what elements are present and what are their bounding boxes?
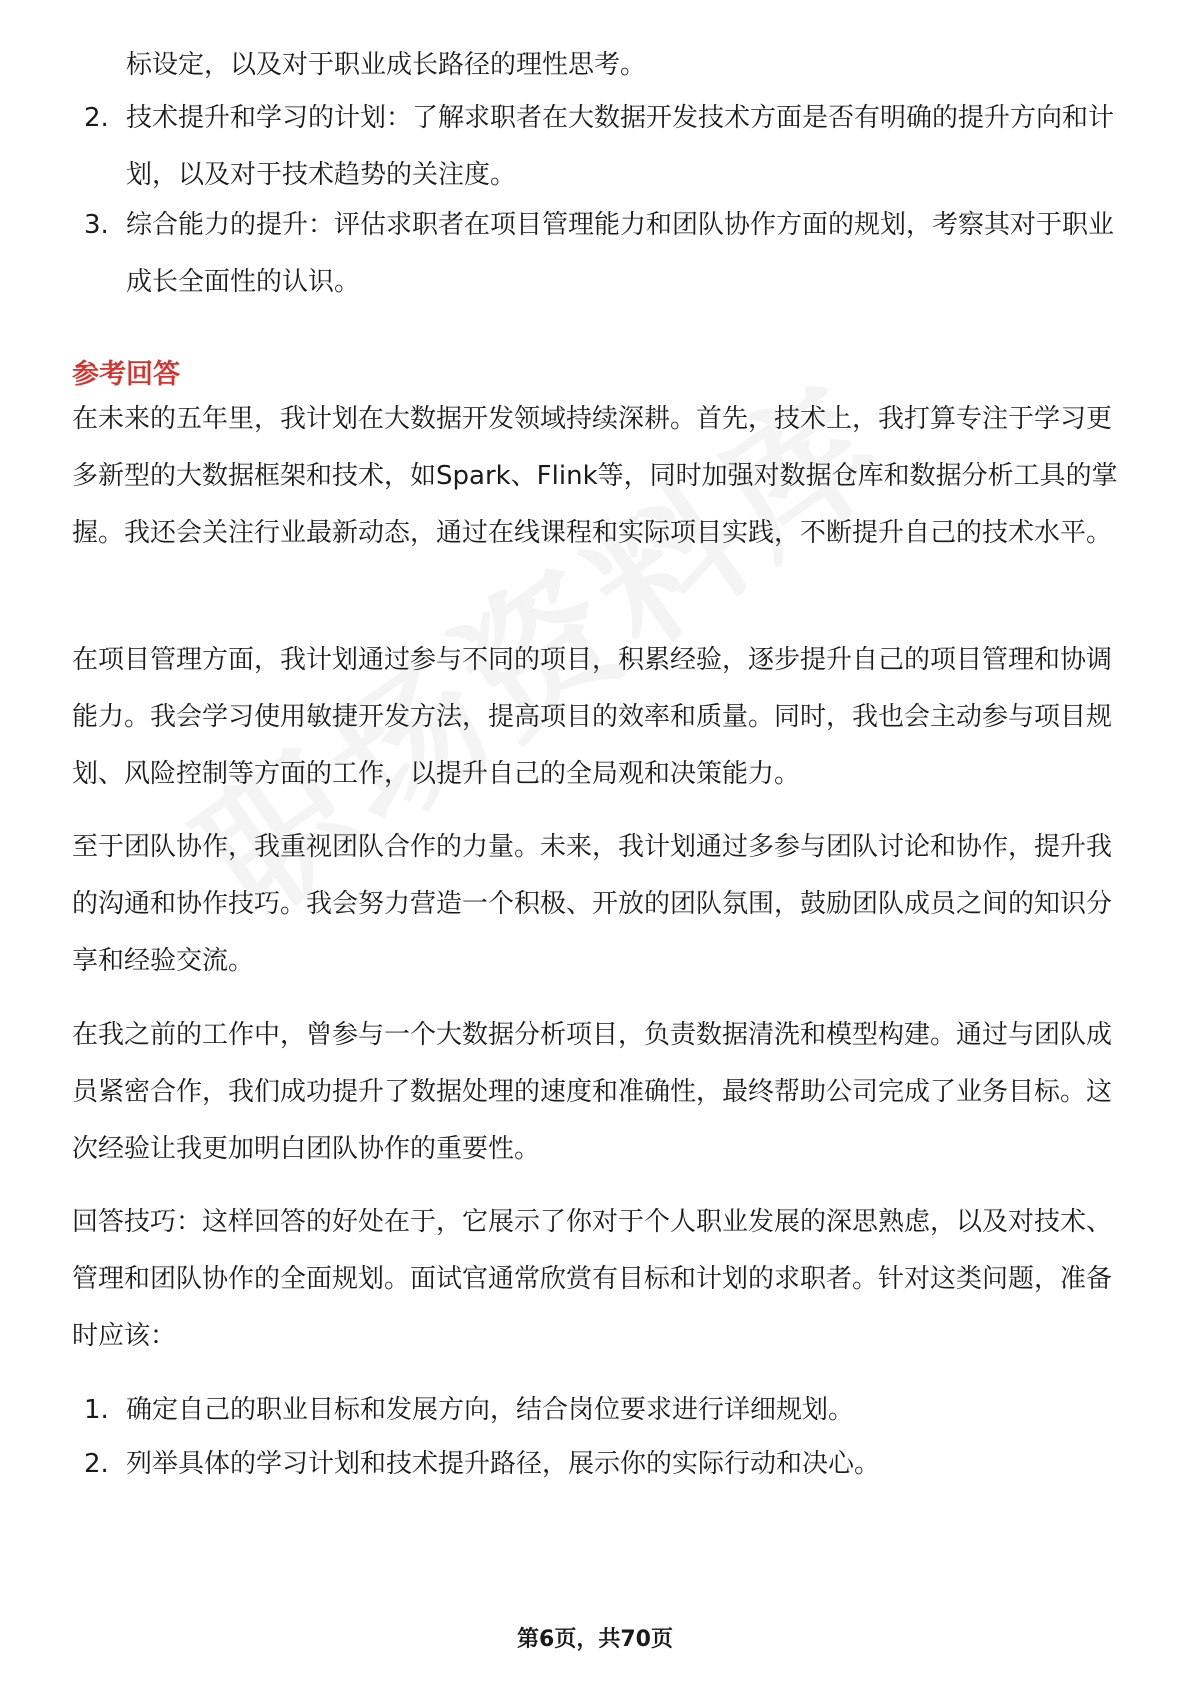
list-number: 1.	[84, 1395, 109, 1425]
list-item	[84, 90, 1124, 204]
paragraph: 回答技巧：这样回答的好处在于，它展示了你对于个人职业发展的深思熟虑，以及对技术、管理和团队协作的全面规划。面试官通常欣赏有目标和计划的求职者。针对这类问题，准备时应该：	[72, 1207, 1113, 1351]
list-text: 综合能力的提升：评估求职者在项目管理能力和团队协作方面的规划，考察其对于职业成长全面性的认识。	[126, 210, 1115, 297]
paragraph: 至于团队协作，我重视团队合作的力量。未来，我计划通过多参与团队讨论和协作，提升我的沟通和协作技巧。我会努力营造一个积极、开放的团队氛围，鼓励团队成员之间的知识分享和经验交流。	[72, 832, 1113, 976]
list-item	[84, 1382, 1124, 1439]
list-text: 列举具体的学习计划和技术提升路径，展示你的实际行动和决心。	[126, 1449, 881, 1479]
section-heading: 参考回答	[72, 359, 180, 390]
list-number: 3.	[84, 210, 109, 240]
paragraph: 在未来的五年里，我计划在大数据开发领域持续深耕。首先，技术上，我打算专注于学习更多新型的大数据框架和技术，如Spark、Flink等，同时加强对数据仓库和数据分析工具的掌握。我还会关注行业最新动态，通过在线课程和实际项目实践，不断提升自己的技术水平。	[72, 404, 1118, 548]
list-item	[84, 197, 1124, 311]
list-text: 确定自己的职业目标和发展方向，结合岗位要求进行详细规划。	[126, 1395, 855, 1425]
list-number: 2.	[84, 1449, 109, 1479]
list-item	[84, 1436, 1124, 1493]
paragraph: 在我之前的工作中，曾参与一个大数据分析项目，负责数据清洗和模型构建。通过与团队成员紧密合作，我们成功提升了数据处理的速度和准确性，最终帮助公司完成了业务目标。这次经验让我更加明白团队协作的重要性。	[72, 1020, 1113, 1164]
paragraph: 在项目管理方面，我计划通过参与不同的项目，积累经验，逐步提升自己的项目管理和协调能力。我会学习使用敏捷开发方法，提高项目的效率和质量。同时，我也会主动参与项目规划、风险控制等方面的工作，以提升自己的全局观和决策能力。	[72, 645, 1113, 789]
list-number: 2.	[84, 103, 109, 133]
list-text: 技术提升和学习的计划：了解求职者在大数据开发技术方面是否有明确的提升方向和计划，以及对于技术趋势的关注度。	[126, 103, 1115, 190]
list-item-continuation: 标设定，以及对于职业成长路径的理性思考。	[126, 50, 647, 80]
page-footer: 第6页，共70页	[517, 1627, 673, 1652]
